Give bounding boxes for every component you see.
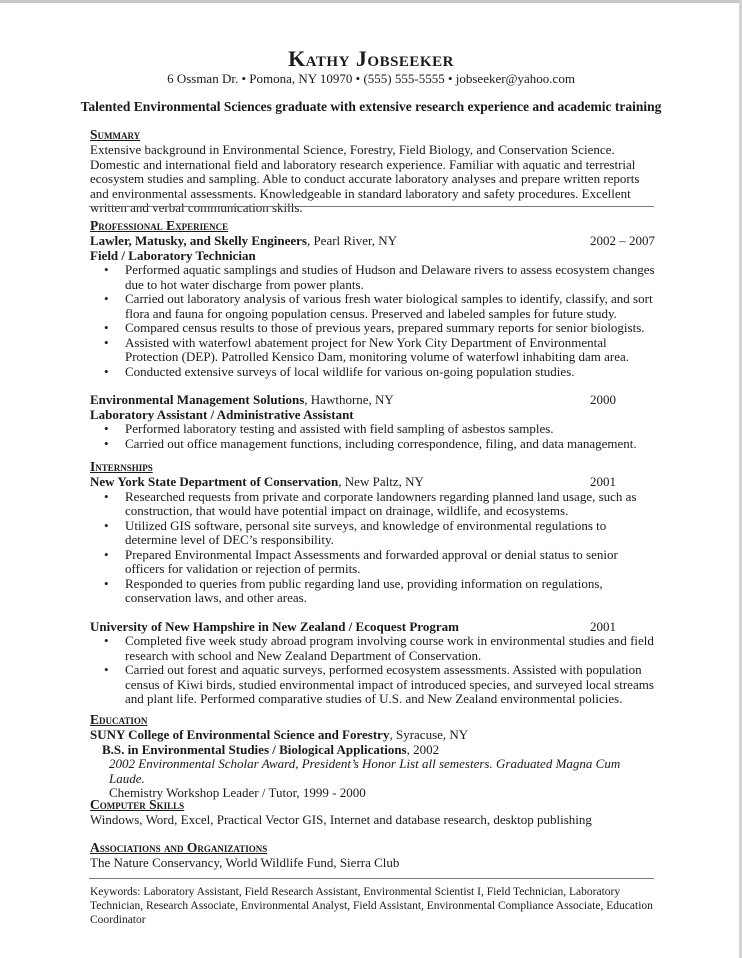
- list-item: • Conducted extensive surveys of local wildlife for various on-going population studies.: [104, 363, 575, 379]
- summary-section: [90, 128, 655, 216]
- candidate-name: Kathy Jobseeker: [288, 46, 454, 71]
- job-date: 2002 – 2007: [590, 233, 655, 248]
- internship-location: , New Paltz, NY: [338, 474, 424, 489]
- list-item: • Performed laboratory testing and assisted with field sampling of asbestos samples.: [104, 421, 554, 436]
- summary-heading: Summary: [90, 127, 141, 142]
- internship-bullets: [90, 634, 655, 707]
- job-date: 2000: [590, 392, 616, 407]
- list-item: • Carried out forest and aquatic surveys, performed ecosystem assessments. Assisted with population census of Kiwi birds, studied environmental impact of introduced species, and surveyed local streams and plant life. Performed comparative studies of U.S. and New Zealand environmental policies.: [104, 662, 654, 706]
- internship-date: 2001: [590, 474, 616, 489]
- job-location: , Pearl River, NY: [306, 233, 398, 248]
- education-degree: B.S. in Environmental Studies / Biological Applications: [102, 741, 407, 757]
- bullet-icon: •: [104, 291, 109, 306]
- education-location: , Syracuse, NY: [389, 727, 469, 742]
- education-school: SUNY College of Environmental Science and Forestry: [90, 727, 390, 742]
- job-entry: [90, 234, 655, 379]
- job-org: Environmental Management Solutions: [90, 392, 305, 407]
- bullet-icon: •: [104, 320, 109, 335]
- job-location: , Hawthorne, NY: [304, 392, 394, 407]
- internship-entry: [90, 620, 655, 707]
- education-honors: 2002 Environmental Scholar Award, President’s Honor List all semesters. Graduated Magna Cum Laude.: [109, 756, 621, 786]
- list-item: • Assisted with waterfowl abatement project for New York City Department of Environmental Protection (DEP). Patrolled Kensico Dam, monitoring volume of waterfowl inhabiting dam area.: [104, 334, 629, 364]
- associations-heading: Associations and Organizations: [90, 840, 268, 855]
- bullet-icon: •: [104, 363, 109, 379]
- list-item: • Compared census results to those of previous years, prepared summary reports for senior biologists.: [104, 320, 645, 335]
- list-item: • Completed five week study abroad program involving course work in environmental studies and field research with school and New Zealand Department of Conservation.: [104, 633, 654, 663]
- internship-date: 2001: [590, 618, 616, 634]
- list-item: • Prepared Environmental Impact Assessments and forwarded approval or denial status to senior officers for validation or rejection of permits.: [104, 546, 618, 576]
- skills-section: [90, 798, 655, 828]
- list-item: • Performed aquatic samplings and studies of Hudson and Delaware rivers to assess ecosystem changes due to hot water discharge from power plants.: [104, 262, 655, 292]
- bullet-icon: •: [104, 546, 109, 562]
- contact-line: 6 Ossman Dr. • Pomona, NY 10970 • (555) 555-5555 • jobseeker@yahoo.com: [167, 71, 575, 86]
- bullet-icon: •: [104, 421, 109, 436]
- job-bullets: [90, 422, 655, 451]
- education-degree-year: , 2002: [406, 741, 440, 757]
- bullet-icon: •: [104, 575, 109, 591]
- job-header: [90, 393, 655, 408]
- job-bullets: [90, 263, 655, 379]
- keywords-text: Keywords: Laboratory Assistant, Field Research Assistant, Environmental Scientist I, Field Technician, Laboratory Technician, Research Associate, Environmental Analyst, Field Assistant, Environmental Compliance Associate, Education Coordinator: [90, 886, 653, 926]
- education-degree-line: [90, 743, 655, 758]
- bullet-icon: •: [104, 662, 109, 677]
- internship-header: [90, 475, 655, 490]
- job-role: Field / Laboratory Technician: [90, 247, 256, 263]
- internship-entry: [90, 475, 655, 606]
- bullet-icon: •: [104, 517, 109, 533]
- job-entry: [90, 393, 655, 451]
- internship-org: University of New Hampshire in New Zealand / Ecoquest Program: [90, 618, 459, 634]
- objective-statement: Talented Environmental Sciences graduate with extensive research experience and academic training: [80, 99, 662, 114]
- bullet-icon: •: [104, 633, 109, 648]
- list-item: • Researched requests from private and corporate landowners regarding planned land usage, such as construction, that would have potential impact on drainage, wildlife, and ecosystems.: [104, 488, 637, 518]
- page-edge-top: [0, 0, 742, 3]
- internships-heading: Internships: [90, 459, 153, 474]
- education-section: [90, 713, 655, 801]
- job-header: [90, 234, 655, 249]
- internship-bullets: [90, 490, 655, 606]
- experience-heading: Professional Experience: [90, 218, 229, 233]
- internship-org: New York State Department of Conservation: [90, 474, 339, 489]
- education-school-line: [90, 728, 655, 743]
- bullet-icon: •: [104, 262, 109, 277]
- list-item: • Utilized GIS software, personal site surveys, and knowledge of environmental regulations to determine level of DEC’s responsibility.: [104, 517, 607, 547]
- section-divider: [89, 878, 654, 879]
- job-org: Lawler, Matusky, and Skelly Engineers: [90, 233, 307, 248]
- job-role: Laboratory Assistant / Administrative Assistant: [90, 406, 354, 422]
- section-divider: [89, 206, 654, 207]
- associations-text: The Nature Conservancy, World Wildlife Fund, Sierra Club: [90, 855, 400, 870]
- education-activity: Chemistry Workshop Leader / Tutor, 1999 - 2000: [109, 785, 366, 800]
- bullet-icon: •: [104, 435, 109, 451]
- bullet-icon: •: [104, 334, 109, 350]
- internships-section: [90, 460, 655, 707]
- list-item: • Carried out laboratory analysis of various fresh water biological samples to identify, classify, and sort flora and fauna for ongoing population census. Preserved and labeled samples for future study.: [104, 291, 653, 321]
- skills-heading: Computer Skills: [90, 797, 185, 812]
- skills-text: Windows, Word, Excel, Practical Vector GIS, Internet and database research, desktop publishing: [90, 812, 592, 827]
- education-heading: Education: [90, 712, 148, 727]
- list-item: • Responded to queries from public regarding land use, providing information on regulations, conservation laws, and other areas.: [104, 575, 603, 605]
- list-item: • Carried out office management functions, including correspondence, filing, and data management.: [104, 435, 637, 451]
- associations-section: [90, 841, 655, 871]
- summary-text: Extensive background in Environmental Science, Forestry, Field Biology, and Conservation Science. Domestic and international field and laboratory research experience. Familiar with aquatic and terrestrial ecosystem studies and sampling. Able to conduct accurate laboratory analyses and prepare written reports and environmental assessments. Knowledgeable in standard laboratory and safety procedures. Excellent written and verbal communication skills.: [90, 142, 640, 215]
- internship-header: [90, 620, 655, 635]
- bullet-icon: •: [104, 488, 109, 504]
- experience-section: [90, 219, 655, 451]
